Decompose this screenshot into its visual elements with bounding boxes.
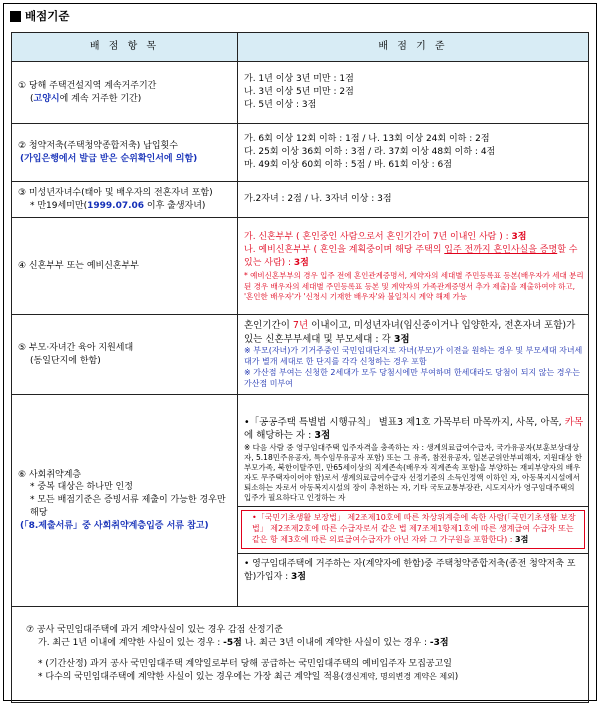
row7-deduction-line: 가. 최근 1년 이내에 계약한 사실이 있는 경우 : -5점 나. 최근 3년 이내에 계약한 사실이 있는 경우 : -3점 xyxy=(38,638,449,649)
table-row xyxy=(12,124,589,182)
row6-box2 xyxy=(238,507,588,553)
row2-item-main: ② 청약저축(주택청약종합저축) 납입횟수 xyxy=(18,140,178,151)
row6-item-ref: (「8.제출서류」중 사회취약계층입증 서류 참고) xyxy=(20,520,209,531)
scoring-table xyxy=(11,32,589,703)
row6-box3: • 영구임대주택에 거주하는 자(계약자에 한함)중 주택청약종합저축(종전 청약저축 포함)가입자 : 3점 xyxy=(244,558,576,582)
table-row xyxy=(12,218,589,315)
row2-item xyxy=(12,124,238,182)
table-row xyxy=(12,62,589,124)
row2-item-sub: (가입은행에서 발급 받은 순위확인서에 의함) xyxy=(20,153,198,164)
row6-criteria xyxy=(238,395,589,607)
row1-item-sub: (고양시에 계속 거주한 기간) xyxy=(30,93,142,104)
row2-criteria xyxy=(238,124,589,182)
row7-note1: * (기간산정) 과거 공사 국민임대주택 계약일로부터 당해 공급하는 국민임대주택의 예비입주자 모집공고일 xyxy=(38,659,452,669)
row5-item xyxy=(12,315,238,395)
row3-item xyxy=(12,182,238,218)
row6-item-bullet2: * 모든 배점기준은 증빙서류 제출이 가능한 경우만 해당 xyxy=(30,495,226,518)
row3-item-main: ③ 미성년자녀수(태아 및 배우자의 전혼자녀 포함) xyxy=(18,187,213,198)
row4-item: ④ 신혼부부 또는 예비신혼부부 xyxy=(12,218,238,315)
row7-title: ⑦ 공사 국민임대주택에 과거 계약사실이 있는 경우 감점 산정기준 xyxy=(26,625,284,636)
section-title xyxy=(10,8,69,24)
row7-note2: * 다수의 국민임대주택에 계약한 사실이 있는 경우에는 가장 최근 계약일 적용(갱신계약, 명의변경 계약은 제외) xyxy=(38,671,459,682)
table-row xyxy=(12,315,589,395)
header-item: 배 점 항 목 xyxy=(12,33,238,62)
row6-item-bullet1: * 중복 대상은 하나만 인정 xyxy=(30,482,133,493)
header-criteria: 배 점 기 준 xyxy=(238,33,589,62)
table-row xyxy=(12,607,589,703)
table-row xyxy=(12,395,589,607)
row2-criteria-line3: 마. 49회 이상 60회 이하 : 5점 / 바. 61회 이상 : 6점 xyxy=(244,159,452,170)
row4-criteria-ga: 가. 신혼부부 ( 혼인중인 사람으로서 혼인기간이 7년 이내인 사람 ) : 3점 xyxy=(244,232,527,243)
row5-criteria xyxy=(238,315,589,395)
row1-criteria-ga: 가. 1년 이상 3년 미만 : 1점 xyxy=(244,74,354,85)
row4-criteria xyxy=(238,218,589,315)
row1-criteria-da: 다. 5년 이상 : 3점 xyxy=(244,99,317,110)
row7-cell xyxy=(12,607,589,703)
row5-item-main: ⑤ 부모·자녀간 육아 지원세대 xyxy=(18,342,134,353)
section-title-text: 배점기준 xyxy=(25,9,70,23)
row6-item xyxy=(12,395,238,607)
table-header-row xyxy=(12,33,589,62)
row5-note2: ※ 가산점 부여는 신청한 2세대가 모두 당첨시에만 부여하며 한세대라도 당첨이 되지 않는 경우는 가산점 미부여 xyxy=(244,367,580,388)
row4-note: * 예비신혼부부의 경우 입주 전에 혼인관계증명서, 계약자의 세대별 주민등록표 등본(배우자가 세대 분리된 경우 배우자의 세대별 주민등록표 등본 및 계약자의 가족관계증명서 추가 제출)을 제출하여야 하고, '혼인한 배우자'가 '신청시 기재한 배우자'와 불일치시 계약 해제 가능 xyxy=(244,271,584,301)
row1-item xyxy=(12,62,238,124)
table-row xyxy=(12,182,589,218)
row6-box2-inner: •「국민기초생활 보장법」 제2조제10호에 따른 차상위계층에 속한 사람(「국민기초생활 보장법」 제2조제2호에 따른 수급자로서 같은 법 제7조제1항제1호에 따른 생계급여 수급자 또는 같은 항 제3호에 따른 의료급여수급자가 아닌 자와 그 가구원을 포함한다) : 3점 xyxy=(241,510,585,548)
row5-item-sub: (동일단지에 한함) xyxy=(30,355,101,366)
row2-criteria-line1: 가. 6회 이상 12회 이하 : 1점 / 나. 13회 이상 24회 이하 : 2점 xyxy=(244,134,490,145)
row2-criteria-line2: 다. 25회 이상 36회 이하 : 3점 / 라. 37회 이상 48회 이하 : 4점 xyxy=(244,147,496,158)
row3-criteria: 가.2자녀 : 2점 / 나. 3자녀 이상 : 3점 xyxy=(238,182,589,218)
row5-note1: ※ 부모(자녀)가 기거주중인 국민임대단지로 자녀(부모)가 이전을 원하는 경우 및 부모세대 자녀세대가 별개 세대로 한 단지를 각각 신청하는 경우 포함 xyxy=(244,346,583,367)
row3-item-sub: * 만19세미만(1999.07.06 이후 출생자녀) xyxy=(30,200,206,211)
row1-criteria xyxy=(238,62,589,124)
row4-criteria-na: 나. 예비신혼부부 ( 혼인을 계획중이며 해당 주택의 입주 전까지 혼인사실을 증명할 수 있는 사람) : 3점 xyxy=(244,244,578,268)
row1-item-main: ① 당해 주택건설지역 계속거주기간 xyxy=(18,80,157,91)
row1-criteria-na: 나. 3년 이상 5년 미만 : 2점 xyxy=(244,87,354,98)
row5-criteria-main: 혼인기간이 7년 이내이고, 미성년자녀(임신중이거나 입양한자, 전혼자녀 포함)가 있는 신혼부부세대 및 부모세대 : 각 3점 xyxy=(244,320,576,345)
row6-box1-note: ※ 다음 사람 중 영구임대주택 입주자격을 충족하는 자 : 생계의료급여수급자, 국가유공자(보훈보상대상자, 5.18민주유공자, 특수임무유공자 포함) 또는 그 유족, 참전유공자, 일본군위안부피해자, 지원대상 한부모가족, 북한이탈주민, 만65세이상의 직계존속(배우자 직계존속 포함)을 부양하는 재피부양자의 배우자도 무주택자이어야 함)로서 생계의료급여수급자 선정기준의 소득인정액 이하인 자, 아동복지시설에서 퇴소하는 자로서 아동복지시설의 장이 추천하는 자, 기타 국토교통부장관, 시도지사가 영구임대주택의 입주가 필요하다고 인정하는 자 xyxy=(244,442,582,503)
row6-item-main: ⑥ 사회취약계층 xyxy=(18,469,82,480)
row6-box1-main: •「공공주택 특별법 시행규칙」 별표3 제1호 가목부터 마목까지, 사목, 아목, 카목에 해당하는 자 : 3점 xyxy=(244,416,584,442)
square-bullet-icon xyxy=(10,11,21,22)
row6-box1 xyxy=(238,414,588,508)
